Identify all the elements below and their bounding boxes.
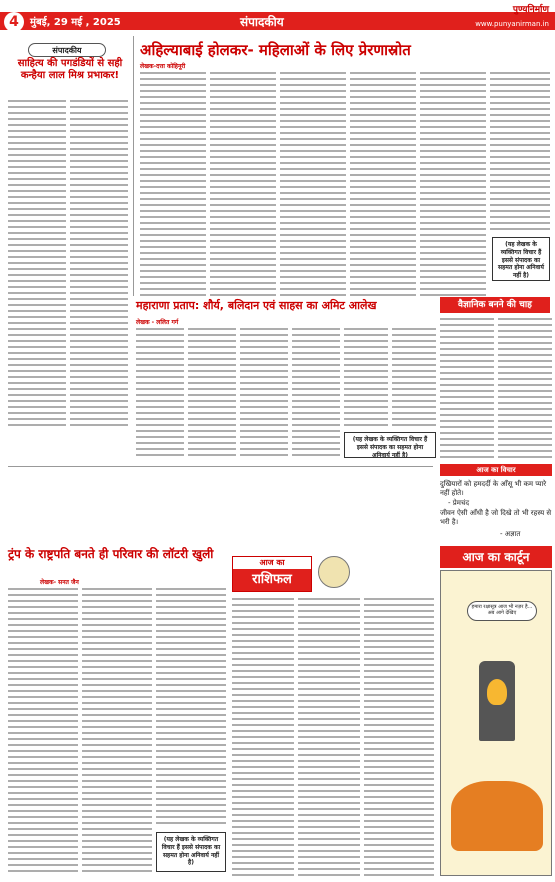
masthead — [0, 0, 555, 34]
thought-author-1: - प्रेमचंद — [448, 499, 470, 507]
thought-label: आज का विचार — [476, 466, 516, 474]
trump-disclaimer: (यह लेखक के व्यक्तिगत विचार हैं इससे संपादक का सहमत होना अनिवार्य नहीं है) — [156, 832, 226, 872]
main-body-3 — [280, 72, 346, 297]
issue-date: मुंबई, 29 मई , 2025 — [30, 17, 121, 28]
rashifal-banner — [232, 556, 312, 592]
thought-text-2: जीवन ऐसी आँधी है जो दिखे तो भी रहस्य से भरी है। — [440, 509, 552, 527]
main-body-2 — [210, 72, 276, 297]
cartoon-title-bar — [440, 546, 552, 568]
maharana-body-1 — [136, 328, 184, 458]
cartoon-title: आज का कार्टून — [462, 550, 530, 564]
trump-byline: लेखक- सनत जैन — [40, 579, 79, 586]
cartoon-speech-bubble: हमारा रक्षासूत्र आज भी नज़र है... अब आगे देखिए — [467, 601, 537, 621]
section-title: संपादकीय — [240, 15, 284, 29]
main-byline: लेखक-दत्ता कोहिनूरी — [140, 63, 186, 70]
page-number: 4 — [4, 12, 24, 32]
science-headline-bar — [440, 297, 550, 313]
brand-name: पुण्यनिर्माण — [512, 5, 549, 15]
editorial-body-1 — [8, 100, 66, 430]
editorial-headline: साहित्य की पगडंडियों से सही कन्हैया लाल मिश्र प्रभाकर! — [17, 58, 123, 81]
rashifal-title: राशिफल — [233, 569, 311, 591]
section-rule — [8, 466, 433, 467]
maharana-byline: लेखक - ललित गर्ग — [136, 319, 179, 326]
trump-body-2 — [82, 588, 152, 876]
maharana-disclaimer: (यह लेखक के व्यक्तिगत विचार हैं इससे संपादक का सहमत होना अनिवार्य नहीं है) — [344, 432, 436, 458]
website-url: www.punyanirman.in — [475, 20, 549, 28]
cartoon-flame — [487, 679, 507, 705]
science-body-1 — [440, 318, 494, 458]
main-body-5 — [420, 72, 486, 297]
cartoon-image — [440, 570, 552, 876]
cartoon-fire — [451, 781, 543, 851]
trump-body-1 — [8, 588, 78, 876]
science-headline: वैज्ञानिक बनने की चाह — [458, 300, 532, 310]
maharana-body-4 — [292, 328, 340, 458]
trump-body-3 — [156, 588, 226, 828]
main-body-1 — [140, 72, 206, 297]
rashifal-body-3 — [364, 598, 434, 876]
maharana-headline: महाराणा प्रताप: शौर्य, बलिदान एवं साहस का अमिट आलेख — [136, 299, 377, 312]
maharana-body-3 — [240, 328, 288, 458]
maharana-body-2 — [188, 328, 236, 458]
editorial-body-2 — [70, 100, 128, 430]
thought-text-1: दुखियारों को हमदर्दी के आँसू भी कम प्यारे नहीं होते। — [440, 480, 547, 498]
rashifal-top: आज का — [259, 558, 285, 567]
maharana-body-6 — [392, 328, 436, 428]
main-body-6 — [490, 72, 550, 232]
thought-label-bar — [440, 464, 552, 476]
zodiac-wheel — [318, 556, 350, 588]
main-headline: अहिल्याबाई होलकर- महिलाओं के लिए प्रेरणास्रोत — [140, 41, 411, 59]
rashifal-body-2 — [298, 598, 360, 876]
maharana-body-5 — [344, 328, 388, 428]
main-body-4 — [350, 72, 416, 297]
editorial-label-text: संपादकीय — [28, 43, 106, 57]
science-body-2 — [498, 318, 552, 458]
main-disclaimer: (यह लेखक के व्यक्तिगत विचार हैं इससे संपादक का सहमत होना अनिवार्य नहीं है) — [492, 237, 550, 281]
thought-author-2: - अज्ञात — [500, 530, 521, 538]
column-rule — [133, 36, 134, 296]
rashifal-body-1 — [232, 598, 294, 876]
trump-headline: ट्रंप के राष्ट्रपति बनते ही परिवार की लॉटरी खुली — [8, 547, 214, 561]
